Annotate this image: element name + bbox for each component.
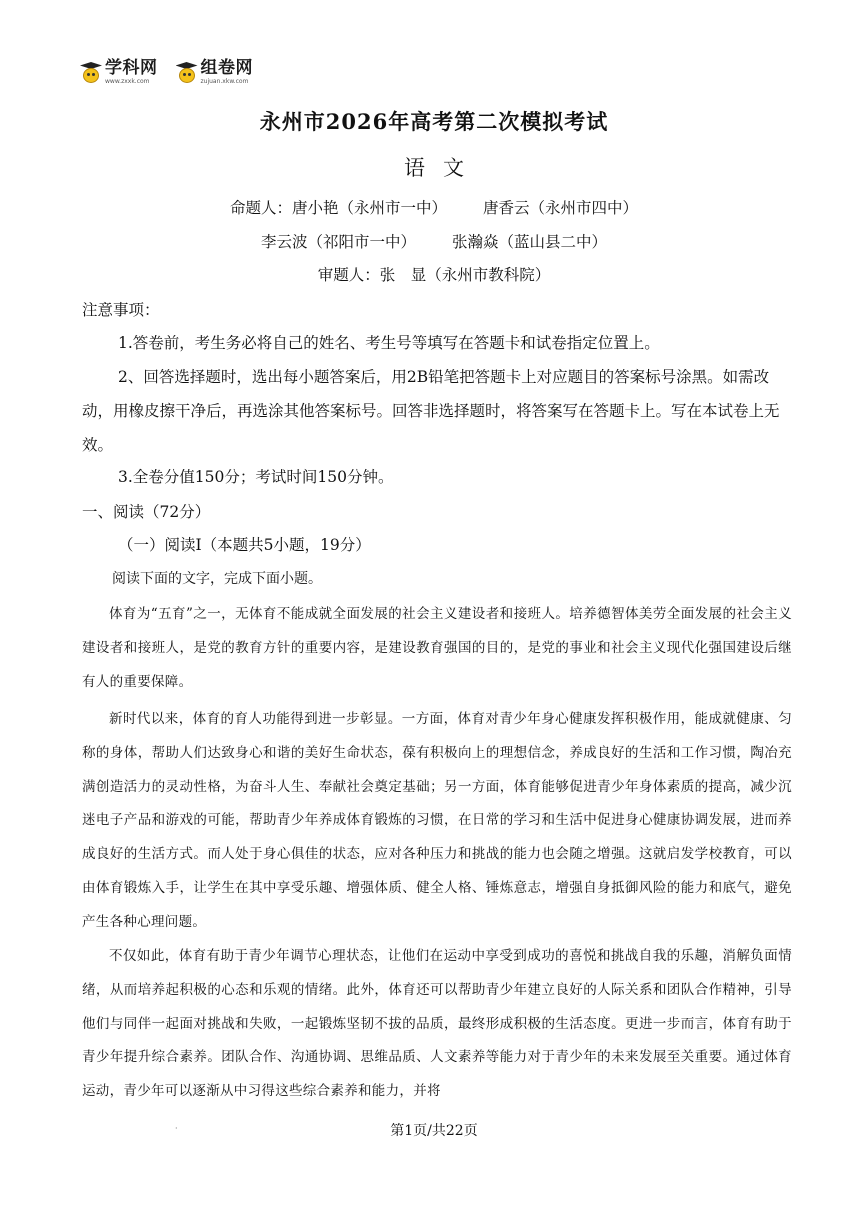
scan-dot: ·	[175, 1124, 178, 1133]
zujuan-logo-name: 组卷网	[200, 58, 253, 78]
exam-title: 永州市2026年高考第二次模拟考试	[259, 109, 609, 134]
passage-paragraph: 新时代以来，体育的育人功能得到进一步彰显。一方面，体育对青少年身心健康发挥积极作用，能成就健康、匀称的身体，帮助人们达致身心和谐的美好生命状态，葆有积极向上的理想信念，养成良好的生活和工作习惯，陶冶充满创造活力的灵动性格，为奋斗人生、奉献社会奠定基础；另一方面，体育能够促进青少年身体素质的提高，减少沉迷电子产品和游戏的可能，帮助青少年养成体育锻炼的习惯，在日常的学习和生活中促进身心健康协调发展，进而养成良好的生活方式。而人处于身心俱佳的状态，应对各种压力和挑战的能力也会随之增强。这就启发学校教育，可以由体育锻炼入手，让学生在其中享受乐趣、增强体质、健全人格、锤炼意志，增强自身抵御风险的能力和底气，避免产生各种心理问题。	[82, 711, 792, 930]
subsection-heading: （一）阅读Ⅰ（本题共5小题，19分）	[118, 536, 371, 554]
header-logos	[80, 60, 253, 85]
graduate-mascot-icon	[176, 62, 198, 84]
reviewer-line: 审题人：张 显（永州市教科院）	[317, 266, 551, 284]
section-heading: 一、阅读（72分）	[82, 503, 211, 521]
authors-line-1	[0, 196, 868, 218]
graduate-mascot-icon	[80, 62, 102, 84]
zujuan-logo[interactable]	[176, 60, 254, 85]
exam-subject: 语文	[404, 156, 482, 180]
note-item-1: 1.答卷前，考生务必将自己的姓名、考生号等填写在答题卡和试卷指定位置上。	[118, 334, 660, 352]
passage-paragraph: 不仅如此，体育有助于青少年调节心理状态，让他们在运动中享受到成功的喜悦和挑战自我的乐趣，消解负面情绪，从而培养起积极的心态和乐观的情绪。此外，体育还可以帮助青少年建立良好的人际关系和团队合作精神，引导他们与同伴一起面对挑战和失败，一起锻炼坚韧不拔的品质，最终形成积极的生活态度。更进一步而言，体育有助于青少年提升综合素养。团队合作、沟通协调、思维品质、人文素养等能力对于青少年的未来发展至关重要。通过体育运动，青少年可以逐渐从中习得这些综合素养和能力，并将	[82, 948, 792, 1100]
reading-instruction: 阅读下面的文字，完成下面小题。	[112, 571, 322, 587]
authors-line-2	[0, 230, 868, 252]
author: 唐香云（永州市四中）	[483, 199, 639, 217]
zxxk-logo-name: 学科网	[105, 58, 158, 78]
zujuan-logo-url: zujuan.xkw.com	[200, 78, 249, 85]
note-item-3: 3.全卷分值150分；考试时间150分钟。	[118, 468, 394, 486]
notes-heading: 注意事项：	[82, 301, 160, 319]
zxxk-logo-url: www.zxxk.com	[105, 78, 150, 85]
passage-paragraph: 体育为“五育”之一，无体育不能成就全面发展的社会主义建设者和接班人。培养德智体美劳全面发展的社会主义建设者和接班人，是党的教育方针的重要内容，是建设教育强国的目的，是党的事业和社会主义现代化强国建设后继有人的重要保障。	[82, 606, 792, 690]
page-footer: 第1页/共22页	[390, 1123, 478, 1139]
author: 李云波（祁阳市一中）	[260, 233, 416, 251]
note-item-2: 2、回答选择题时，选出每小题答案后，用2B铅笔把答题卡上对应题目的答案标号涂黑。如需改动，用橡皮擦干净后，再选涂其他答案标号。回答非选择题时，将答案写在答题卡上。写在本试卷上无效。	[82, 368, 780, 454]
author: 张瀚焱（蓝山县二中）	[452, 233, 608, 251]
author: 命题人：唐小艳（永州市一中）	[229, 199, 447, 217]
zxxk-logo[interactable]	[80, 60, 158, 85]
